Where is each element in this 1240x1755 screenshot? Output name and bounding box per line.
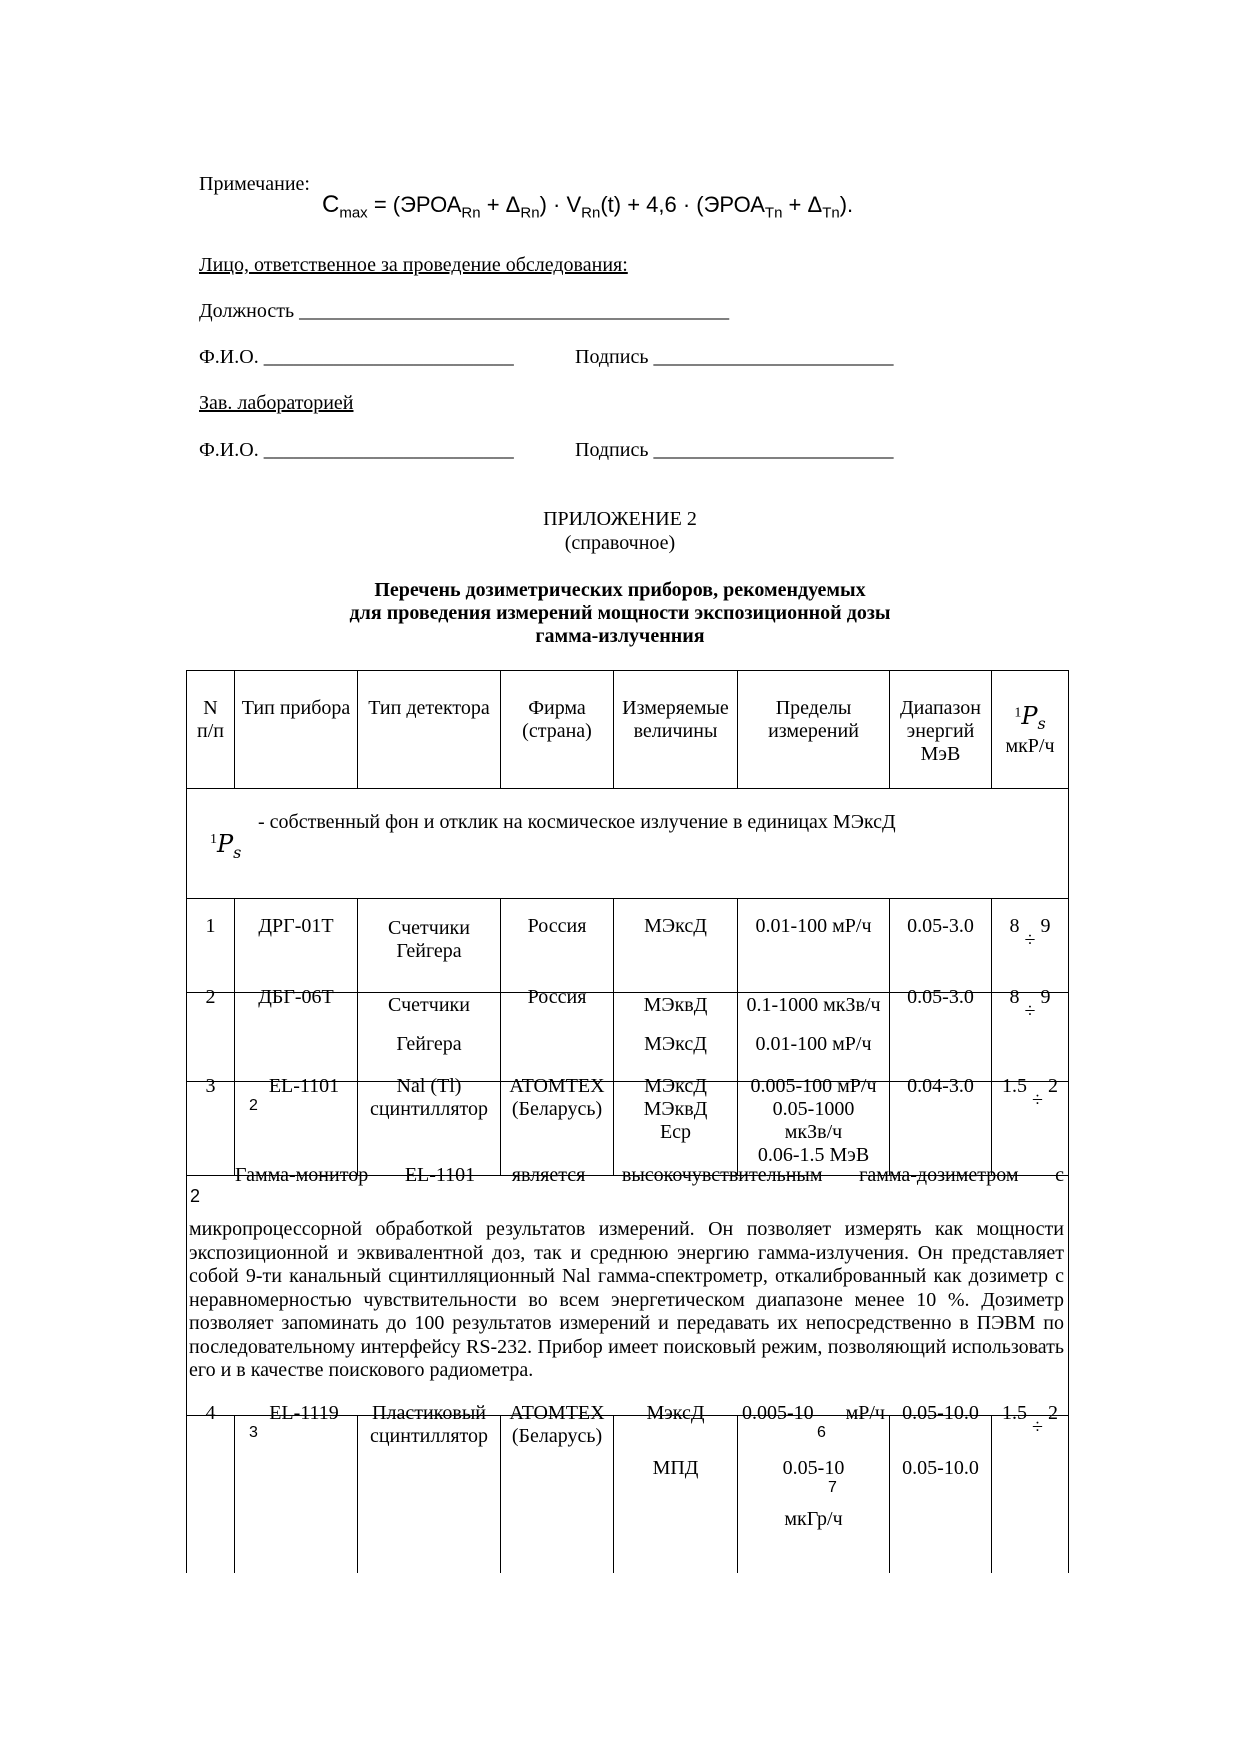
row1-detector [358,917,500,963]
footnote2-word: EL-1101 [404,1164,476,1186]
row2-firm: Россия [527,986,587,1008]
table-border-top [186,670,1068,671]
row1-measured: МЭксД [644,915,707,937]
header-range-line2: энергий [906,720,975,742]
row3-detector [358,1075,500,1121]
row2-limits-line2: 0.01-100 мР/ч [755,1033,872,1055]
header-ps [992,697,1068,758]
row3-type [235,1075,357,1114]
header-measured [614,697,737,743]
row4-detector [358,1402,500,1448]
header-firm [501,697,613,743]
row4-limits-a [738,1402,889,1441]
row4-type-text: EL-1119 [269,1402,339,1424]
header-measured-line2: величины [633,720,718,742]
row4-n: 4 [205,1402,216,1424]
header-limits-line1: Пределы [775,697,852,719]
row1-n: 1 [205,915,216,937]
table-rule [186,788,1068,789]
row2-ps-div: ÷ [1024,1000,1036,1022]
header-range-line1: Диапазон [899,697,982,719]
row2-ps-b: 9 [1040,986,1051,1008]
footnote2-word: высокочувствительным [621,1164,823,1186]
sign-line-2: Подпись ________________________ [575,439,894,461]
row2-n: 2 [205,986,216,1008]
fio-line-1: Ф.И.О. _________________________ [199,346,514,368]
table-border-right [1068,670,1069,1573]
row4-firm-line2: (Беларусь) [511,1425,603,1447]
header-detector: Тип детектора [368,697,490,719]
formula-plus2: + Δ [782,192,823,217]
header-firm-line2: (страна) [522,720,592,742]
formula-end: ). [839,192,854,217]
row1-ps [992,915,1068,951]
header-range-line3: МэВ [920,743,961,765]
footnote2-word: Гамма-монитор [235,1164,369,1186]
row1-detector-line2: Гейгера [396,940,462,962]
formula-rn2: Rn [520,204,540,222]
formula-eq: = (ЭРОА [373,192,462,217]
row2-measured-line1: МЭквД [643,994,708,1016]
heading-line-1: Перечень дозиметрических приборов, рекомендуемых [374,579,866,601]
footnote2-word: с [1055,1164,1064,1186]
row3-limits-line4: 0.06-1.5 МэВ [757,1144,870,1166]
row3-type-text: EL-1101 [268,1075,340,1097]
row3-measured-line1: МЭксД [644,1075,707,1097]
row4-measured-a: МэксД [646,1402,705,1424]
row2-detector-line1: Счетчики [388,994,470,1016]
row3-firm-line2: (Беларусь) [511,1098,603,1120]
heading-line-2: для проведения измерений мощности экспозиционной дозы [349,602,891,624]
row3-n: 3 [205,1075,216,1097]
sign-line-1: Подпись ________________________ [575,346,894,368]
formula-mid: ) · V [539,192,582,217]
header-range [890,697,991,766]
row4-limits-b-value: 0.05-10 [782,1457,845,1479]
formula-tn: Tn [764,204,783,222]
footnote2-first-line [235,1164,1064,1187]
header-n [187,697,234,743]
row4-type [235,1402,357,1441]
footnote2-word: является [511,1164,586,1186]
header-ps-unit: мкР/ч [1005,735,1055,757]
row4-firm [501,1402,613,1448]
footnote1-p: P [217,830,234,858]
row4-limits-b [738,1457,889,1531]
row2-detector [358,986,500,1064]
row3-firm-line1: ATOMTEX [509,1075,605,1097]
appendix-subtitle: (справочное) [564,532,676,554]
row3-ps-a: 1.5 [1002,1075,1027,1097]
row4-limits-a-note: 6 [817,1424,826,1441]
row3-firm [501,1075,613,1121]
row4-ps-div: ÷ [1032,1416,1043,1438]
header-firm-line1: Фирма [528,697,586,719]
row4-range-b: 0.05-10.0 [902,1457,979,1479]
formula-mid2: (t) + 4,6 · (ЭРОА [600,192,765,217]
row3-limits-line2: 0.05-1000 [772,1098,855,1120]
row2-ps-a: 8 [1009,986,1020,1008]
position-line: Должность ___________________________________________ [199,300,730,322]
header-n-line1: N [203,697,218,719]
formula-plus1: + Δ [480,192,521,217]
row1-detector-line1: Счетчики [388,917,470,939]
footnote1-sup: 1 [210,832,217,847]
row4-limits-b-unit: мкГр/ч [784,1508,843,1530]
row4-measured-b: МПД [652,1457,699,1479]
formula-c: C [322,191,340,218]
row4-detector-line2: сцинтиллятор [369,1425,489,1447]
row2-limits-line1: 0.1-1000 мкЗв/ч [746,994,881,1016]
heading-line-3: гамма-излученния [535,625,705,647]
row3-limits-line1: 0.005-100 мР/ч [750,1075,877,1097]
formula-tn2: Tn [822,204,840,222]
row3-measured [614,1075,737,1144]
row4-range-a: 0.05-10.0 [902,1402,979,1424]
header-limits [738,697,889,743]
table-border-left [186,670,187,1573]
row4-type-note: 3 [249,1424,258,1441]
row4-limits-a-value: 0.005-10 [742,1402,814,1424]
row3-detector-line2: сцинтиллятор [369,1098,489,1120]
footnote2-word: гамма-дозиметром [859,1164,1019,1186]
header-ps-sup: 1 [1014,705,1022,721]
row4-firm-line1: ATOMTEX [509,1402,605,1424]
row3-limits-line3: мкЗв/ч [784,1121,843,1143]
row1-firm: Россия [527,915,587,937]
footnote1-sub: s [233,842,242,862]
row2-limits [738,986,889,1064]
row4-ps [992,1402,1068,1438]
appendix-title: ПРИЛОЖЕНИЕ 2 [543,508,697,530]
row3-measured-line2: МЭквД [643,1098,708,1120]
header-type: Тип прибора [241,697,351,719]
row1-limits: 0.01-100 мР/ч [755,915,872,937]
row3-type-note: 2 [249,1097,258,1114]
header-n-line2: п/п [197,720,224,742]
footnote1-text: - собственный фон и отклик на космическое излучение в единицах МЭксД [258,811,896,833]
header-ps-symbol: P [1021,702,1038,730]
lab-head-label: Зав. лабораторией [199,392,354,414]
formula-rn3: Rn [581,204,601,222]
row2-detector-line2: Гейгера [396,1033,462,1055]
footnote2-note: 2 [190,1186,201,1206]
row4-ps-a: 1.5 [1002,1402,1027,1424]
row1-ps-div: ÷ [1024,929,1036,951]
row3-limits [738,1075,889,1167]
row3-ps-div: ÷ [1032,1089,1043,1111]
row3-measured-line3: Еср [659,1121,692,1143]
formula-max: max [339,204,368,222]
formula-rn: Rn [461,204,481,222]
formula [322,190,922,230]
row2-measured [614,986,737,1064]
responsible-label: Лицо, ответственное за проведение обследования: [199,254,628,276]
row4-limits-b-note: 7 [828,1479,837,1496]
header-ps-sub: s [1037,714,1046,733]
row4-detector-line1: Пластиковый [372,1402,486,1424]
row2-type: ДБГ-06Т [258,986,334,1008]
row2-measured-line2: МЭксД [644,1033,707,1055]
row1-type: ДРГ-01Т [258,915,334,937]
row3-range: 0.04-3.0 [907,1075,974,1097]
table-rule [186,898,1068,899]
row3-ps-b: 2 [1047,1075,1058,1097]
fio-line-2: Ф.И.О. _________________________ [199,439,514,461]
footnote1-symbol [210,832,241,865]
footnote2-text: микропроцессорной обработкой результатов измерений. Он позволяет измерять как мощности экспозиционной и эквивалентной доз, так и среднюю энергию гамма-излучения. Он представляет собой 9-ти канальный сцинтилляционный Nal гамма-спектрометр, откалиброванный как дозиметр с неравномерностью чувствительности во всем энергетическом диапазоне менее 10 %. Дозиметр позволяет запоминать до 100 результатов измерений и передавать их непосредственно в ПЭВМ по последовательному интерфейсу RS-232. Прибор имеет поисковый режим, позволяющий использовать его и в качестве поискового радиометра. [189,1218,1064,1381]
row2-ps [992,986,1068,1022]
note-label: Примечание: [199,173,310,195]
header-limits-line2: измерений [768,720,859,742]
row1-ps-b: 9 [1040,915,1051,937]
row3-ps [992,1075,1068,1111]
row4-limits-a-unit: мР/ч [845,1402,885,1424]
row1-range: 0.05-3.0 [907,915,974,937]
row1-ps-a: 8 [1009,915,1020,937]
row4-ps-b: 2 [1047,1402,1058,1424]
row3-detector-line1: Nal (Tl) [396,1075,462,1097]
row2-range: 0.05-3.0 [907,986,974,1008]
header-measured-line1: Измеряемые [622,697,729,719]
